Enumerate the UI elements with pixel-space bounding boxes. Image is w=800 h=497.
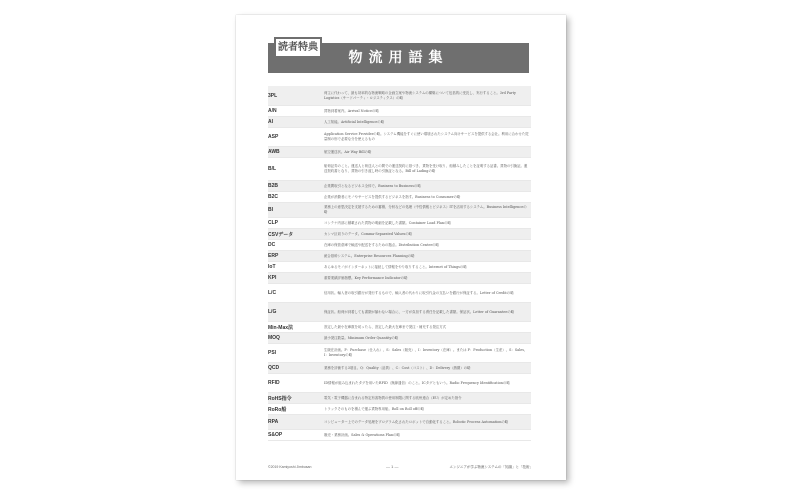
glossary-term: AI bbox=[268, 119, 273, 125]
glossary-row bbox=[268, 430, 531, 441]
glossary-term: DC bbox=[268, 242, 276, 248]
glossary-term: KPI bbox=[268, 275, 277, 281]
reader-bonus-badge: 読者特典 bbox=[274, 37, 322, 58]
glossary-row bbox=[268, 344, 531, 363]
glossary-description: 販売・業務計画。Sales & Operations Planの略 bbox=[324, 432, 400, 437]
glossary-row bbox=[268, 158, 531, 181]
glossary-term: L/C bbox=[268, 290, 277, 296]
glossary-term: AWB bbox=[268, 149, 280, 155]
glossary-row bbox=[268, 273, 531, 284]
glossary-description: 業務上の意思決定を支援するための蓄積、分析などの処理（中性情報とビジネス）ITを活用するシステム。Business Intelligenceの略 bbox=[324, 205, 527, 214]
glossary-row bbox=[268, 363, 531, 374]
glossary-term: RFID bbox=[268, 380, 280, 386]
glossary-row bbox=[268, 203, 531, 218]
glossary-row bbox=[268, 284, 531, 303]
glossary-term: PSI bbox=[268, 350, 277, 356]
glossary-description: あらゆるモノがインターネットに接続して情報をやり取りすること。Internet of Thingsの略 bbox=[324, 264, 467, 269]
glossary-row bbox=[268, 404, 531, 415]
glossary-description: コンテナ内部に積載された貨物の明細を記載した書類。Container Load Planの略 bbox=[324, 220, 451, 225]
glossary-row bbox=[268, 393, 531, 404]
glossary-description: 荷主に代わって、最も効率的な物流戦略の企画立案や物流システムの構築について包括的に受託し、実行すること。3rd Party Logistics（サードパーティ・ロジスティクス）の略 bbox=[324, 90, 516, 100]
glossary-term: ERP bbox=[268, 253, 279, 259]
glossary-table bbox=[268, 86, 531, 455]
glossary-term: B2B bbox=[268, 183, 279, 189]
glossary-term: RPA bbox=[268, 419, 279, 425]
footer-book-title: エンジニアが学ぶ物流システムの「知識」と「技術」 bbox=[449, 465, 533, 469]
glossary-description: 貨物到着案内。Arrival Noticeの略 bbox=[324, 108, 379, 113]
glossary-description: 人工知能。Artificial Intelligenceの略 bbox=[324, 119, 385, 124]
glossary-row bbox=[268, 218, 531, 229]
glossary-row bbox=[268, 192, 531, 203]
glossary-row bbox=[268, 86, 531, 106]
glossary-row bbox=[268, 117, 531, 128]
glossary-description: 電気・電子機器に含まれる特定有害物質の使用制限に関する欧州連合（EU）が定めた指令 bbox=[324, 395, 462, 400]
glossary-term: A/N bbox=[268, 108, 277, 114]
glossary-description: 生販在計画。P：Purchase（仕入れ）、S：Sales（販売）、I：Inventory（在庫）。または P：Production（生産）、S：Sales、I：Inventoryの略 bbox=[324, 348, 528, 357]
glossary-description: カンマ区切りのデータ。Comma-Separated Valuesの略 bbox=[324, 231, 413, 236]
glossary-row bbox=[268, 415, 531, 430]
glossary-description: 設定した最小在庫数を切ったら、設定した最大在庫まで発注・補充する発注方式 bbox=[324, 324, 447, 329]
glossary-description: トラックそのものを積んで運ぶ貨物専用船。Roll on Roll offの略 bbox=[324, 406, 424, 411]
glossary-description: 船荷証券のこと。運送人と荷送人との間での運送契約に基づき、貨物を受け取り、船積みしたことを証明する証書。貨物の引換証。運送契約書となり、貨物の引き渡し時の引換証となる。Bill of Ladingの略 bbox=[324, 164, 528, 173]
glossary-row bbox=[268, 262, 531, 273]
glossary-row bbox=[268, 229, 531, 240]
glossary-row bbox=[268, 106, 531, 117]
glossary-row bbox=[268, 322, 531, 333]
glossary-term: 3PL bbox=[268, 92, 278, 99]
glossary-description: 企業が消費者にモノやサービスを提供するビジネスを指す。Business to Consumerの略 bbox=[324, 194, 461, 199]
glossary-term: B/L bbox=[268, 166, 277, 172]
glossary-description: 統合基幹システム。Enterprise Resources Planningの略 bbox=[324, 253, 415, 258]
glossary-description: 企業間取引となるビジネス全体で。Business to Businessの略 bbox=[324, 183, 421, 188]
glossary-description: 信用状。輸入者の取引銀行が発行するもので、輸入者の代わりに取引代金の支払いを銀行が保証する。Letter of Creditの略 bbox=[324, 290, 514, 295]
footer-copyright: ©2019 Kamiyoshi Jimbusan bbox=[268, 465, 312, 469]
glossary-term: L/G bbox=[268, 309, 277, 315]
glossary-description: Application Service Providerの略。システム機能をすぐに使い環境されたシステム向けサービスを提供する会社。利用に合わせた従量制の形で必要な分を使えるもの bbox=[324, 132, 529, 141]
glossary-term: B2C bbox=[268, 194, 279, 200]
glossary-description: 最小発注数量。Minimum Order Quantityの略 bbox=[324, 335, 399, 340]
footer-page-number: — 1 — bbox=[386, 464, 399, 469]
glossary-term: CLP bbox=[268, 220, 278, 226]
glossary-row bbox=[268, 303, 531, 322]
document-page bbox=[236, 15, 566, 480]
glossary-term: MOQ bbox=[268, 335, 280, 341]
glossary-term: BI bbox=[268, 207, 273, 213]
glossary-term: RoRo船 bbox=[268, 406, 287, 413]
glossary-row bbox=[268, 333, 531, 344]
glossary-term: CSVデータ bbox=[268, 231, 294, 238]
glossary-row bbox=[268, 147, 531, 158]
page-title: 物流用語集 bbox=[348, 50, 449, 66]
glossary-row bbox=[268, 128, 531, 147]
glossary-row bbox=[268, 240, 531, 251]
glossary-description: 航空運送状。Air Way Billの略 bbox=[324, 149, 372, 154]
glossary-description: コンピューター上でのデータ処理をプログラム化されたロボットで自動化すること。Robotic Process Automationの略 bbox=[324, 419, 509, 424]
glossary-term: ASP bbox=[268, 134, 279, 140]
glossary-description: 重要業績評価指標。Key Performance Indicatorの略 bbox=[324, 275, 408, 280]
glossary-term: IoT bbox=[268, 264, 276, 270]
glossary-term: Min-Max法 bbox=[268, 324, 294, 331]
glossary-description: 在庫の保管倉庫で輸送や配送をするための拠点。Distribution Centerの略 bbox=[324, 242, 439, 247]
glossary-description: 保証状。船荷が到着しても書類が揃わない場合に、一方が負担する責任を記載した書類。保証状。Letter of Guaranteeの略 bbox=[324, 309, 515, 314]
glossary-row bbox=[268, 181, 531, 192]
glossary-term: RoHS指令 bbox=[268, 395, 292, 402]
glossary-description: 業務を評価する3項目。Q：Quality（品質）、C：Cost（コスト）、D：Delivery（納期）の略 bbox=[324, 365, 471, 370]
glossary-term: QCD bbox=[268, 365, 280, 371]
glossary-term: S&OP bbox=[268, 432, 283, 438]
glossary-row bbox=[268, 251, 531, 262]
glossary-row bbox=[268, 374, 531, 393]
glossary-description: ID情報が組み込まれたタグを用いたRFID（無線通信）のこと。ICタグともいう。Radio Frequency Identificationの略 bbox=[324, 380, 510, 385]
